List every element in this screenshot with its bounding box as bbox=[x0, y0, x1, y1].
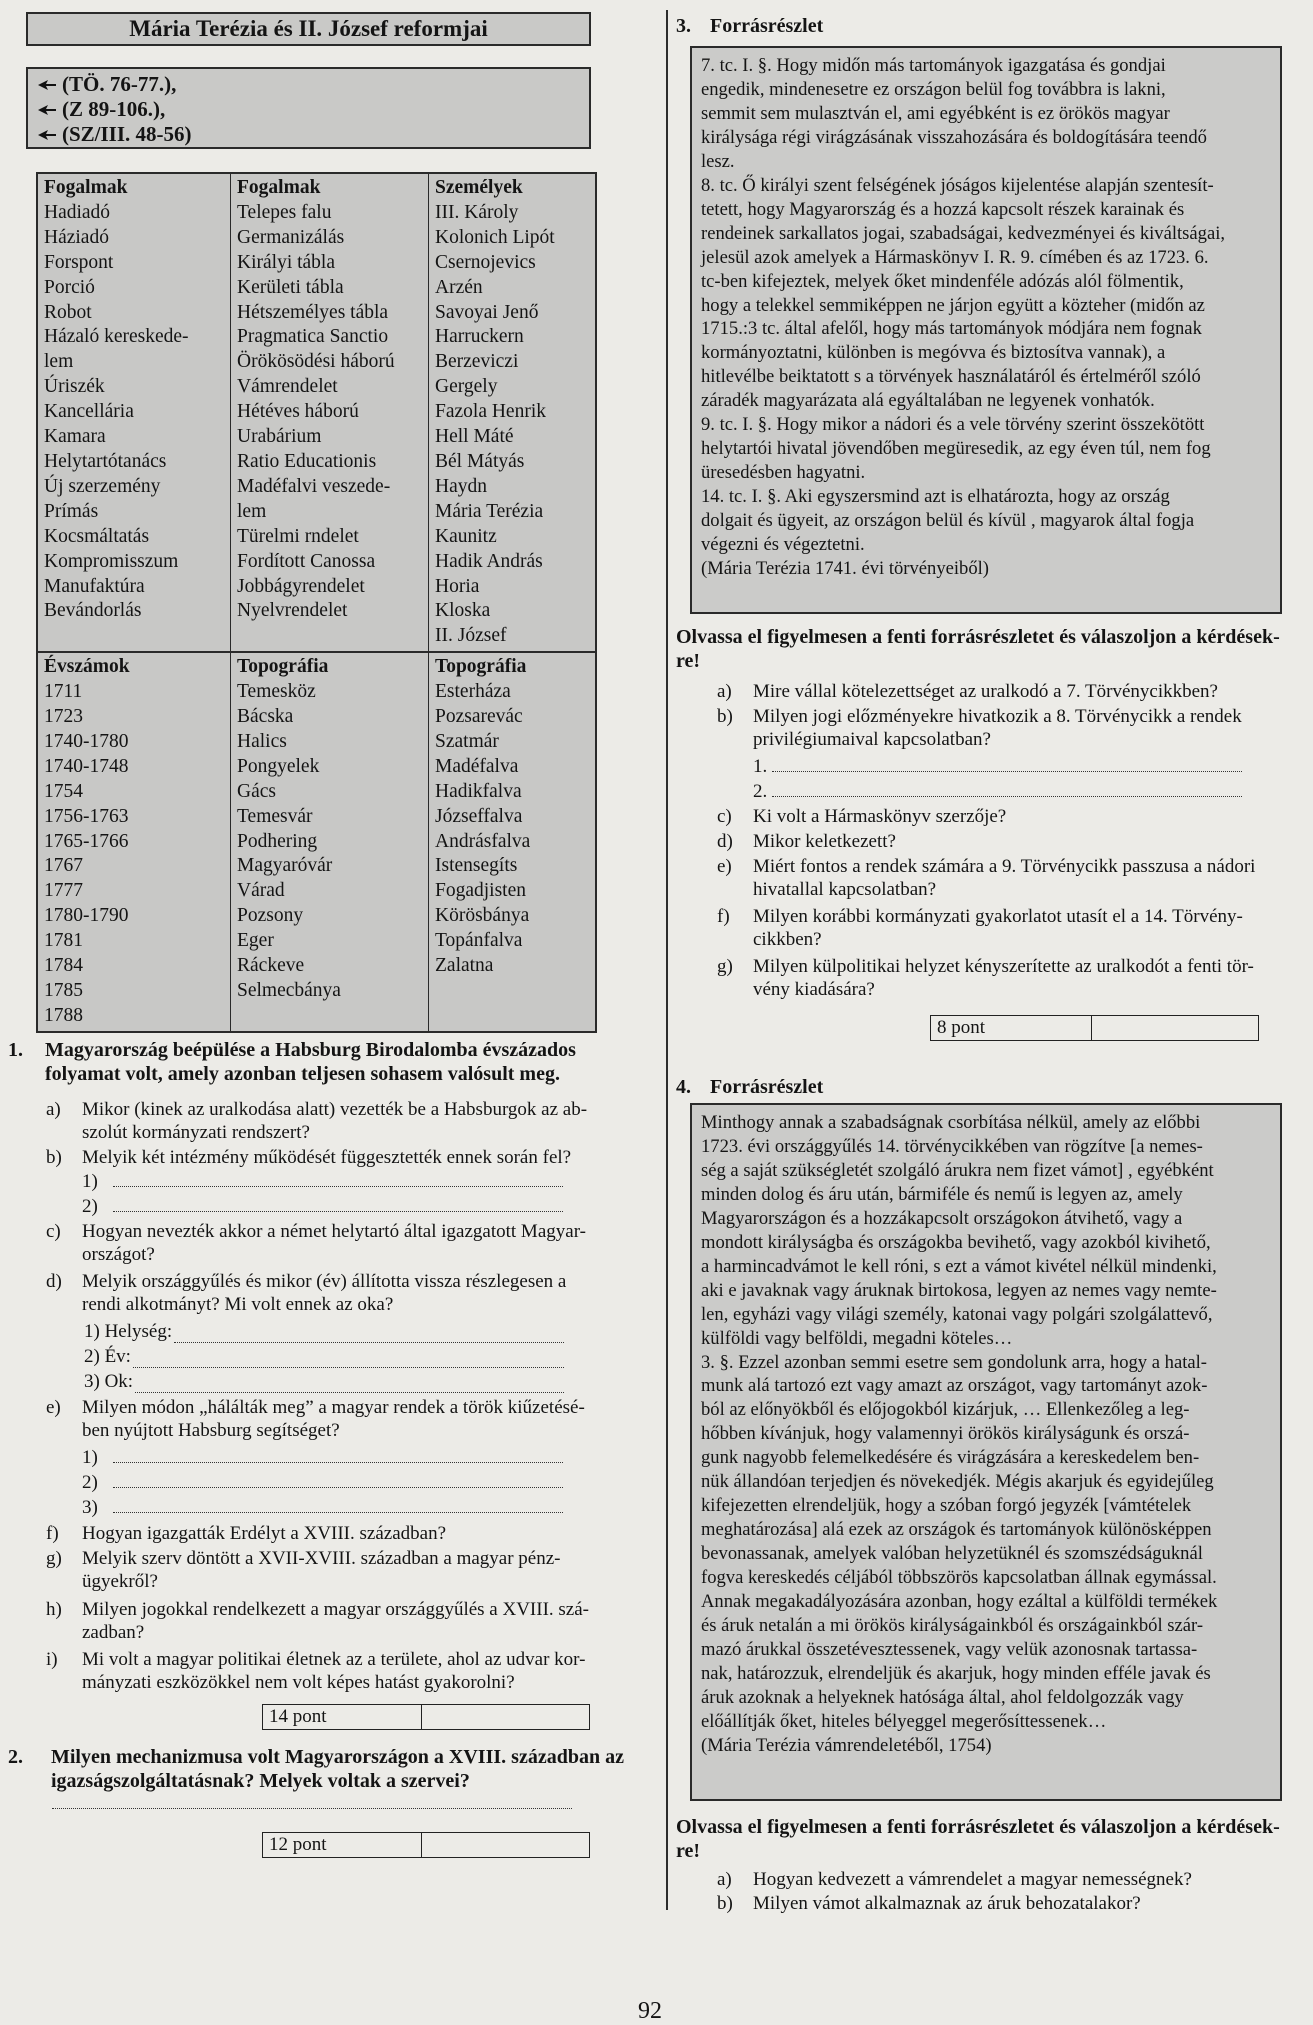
place-name: Eger bbox=[237, 930, 274, 952]
place-name: Gács bbox=[237, 780, 276, 802]
source-line: Minthogy annak a szabadságnak csorbítása nélkül, amely az előbbi bbox=[701, 1112, 1201, 1133]
source-line: fogva kereskedés céljából többszörös kapcsolatban állnak egymással. bbox=[701, 1567, 1217, 1589]
source-line: dolgait és ügyeit, az országon belül és kívül , magyarok által fogja bbox=[701, 510, 1195, 532]
source-line: helytartói hivatal jövendőben megüresedik, az egy éven túl, nem fog bbox=[701, 438, 1211, 460]
concept-term: Hétszemélyes tábla bbox=[237, 301, 389, 323]
answer-number: 1. bbox=[753, 756, 768, 777]
source-line: bevonassanak, amelyek valóban helyzetüknél és szomszédságuknál bbox=[701, 1543, 1203, 1565]
question-text: országot? bbox=[82, 1244, 155, 1265]
concept-term: Bevándorlás bbox=[44, 600, 142, 622]
source-line: (Mária Terézia 1741. évi törvényeiből) bbox=[701, 558, 989, 580]
answer-field[interactable] bbox=[113, 1186, 563, 1187]
source-line: ból az előnyökből és előjogokból kizárjuk, … Ellenkezőleg a leg- bbox=[701, 1399, 1190, 1421]
earned-points-field[interactable] bbox=[422, 1705, 589, 1729]
item-letter: a) bbox=[717, 681, 732, 702]
person-name: Horia bbox=[435, 575, 480, 597]
question-text: privilégiumaival kapcsolatban? bbox=[753, 729, 991, 750]
place-name: Pozsony bbox=[237, 905, 304, 927]
concepts-column-2 bbox=[231, 173, 429, 652]
answer-field[interactable] bbox=[772, 771, 1242, 772]
place-name: Halics bbox=[237, 730, 287, 752]
section-title: Forrásrészlet bbox=[710, 1076, 824, 1098]
answer-line[interactable] bbox=[82, 1170, 602, 1193]
topography-column-2 bbox=[429, 652, 597, 1032]
item-letter: f) bbox=[46, 1523, 59, 1544]
source-line: jelesül azok amelyek a Hármaskönyv I. R. 9. címében és az 1723. 6. bbox=[701, 246, 1209, 268]
answer-field[interactable] bbox=[113, 1512, 563, 1513]
question-text: Miért fontos a rendek számára a 9. Törvénycikk passzusa a nádori bbox=[753, 856, 1256, 877]
source-line: 9. tc. I. §. Hogy mikor a nádori és a vele törvény szerint összekötött bbox=[701, 414, 1205, 436]
question-number: 1. bbox=[8, 1039, 23, 1061]
instruction-line: Olvassa el figyelmesen a fenti forrásrészletet és válaszoljon a kérdések- bbox=[676, 1816, 1280, 1838]
person-name: Kloska bbox=[435, 600, 491, 622]
item-letter: c) bbox=[46, 1221, 61, 1242]
person-name: Arzén bbox=[435, 276, 483, 298]
question-number: 2. bbox=[8, 1746, 23, 1768]
answer-line[interactable] bbox=[84, 1345, 604, 1368]
concept-term: Kamara bbox=[44, 426, 106, 448]
question-text: Hogyan nevezték akkor a német helytartó által igazgatott Magyar- bbox=[82, 1221, 586, 1242]
answer-label: 3) Ok: bbox=[84, 1371, 134, 1392]
concept-term: Királyi tábla bbox=[237, 251, 336, 273]
item-letter: e) bbox=[717, 856, 732, 877]
concept-term: Porció bbox=[44, 276, 95, 298]
concept-term: Úriszék bbox=[44, 376, 105, 398]
question-title-line: Magyarország beépülése a Habsburg Birodalomba évszázados bbox=[45, 1039, 576, 1061]
concept-term: Háziadó bbox=[44, 226, 109, 248]
item-letter: a) bbox=[717, 1869, 732, 1890]
person-name: Bél Mátyás bbox=[435, 450, 525, 472]
question-2-title bbox=[8, 1745, 648, 1793]
item-letter: h) bbox=[46, 1599, 62, 1620]
source-line: 7. tc. I. §. Hogy midőn más tartományok igazgatása és gondjai bbox=[701, 55, 1166, 76]
concept-term: Madéfalvi veszede- bbox=[237, 475, 391, 497]
reference-item: (SZ/III. 48-56) bbox=[62, 122, 192, 146]
source-line: ség a saját szükségletét szolgáló árukra nem fizet vámot] , egyébként bbox=[701, 1159, 1214, 1181]
year-entry: 1765-1766 bbox=[44, 830, 129, 852]
question-text: Mikor keletkezett? bbox=[753, 831, 896, 852]
concept-term: Fordított Canossa bbox=[237, 550, 376, 572]
source-line: kormányoztatni, különben is megóvva és biztosítva vannak), a bbox=[701, 342, 1166, 364]
question-text: Mire vállal kötelezettséget az uralkodó a 7. Törvénycikkben? bbox=[753, 681, 1218, 702]
max-points: 12 pont bbox=[263, 1833, 422, 1857]
person-name: Haydn bbox=[435, 475, 487, 497]
concept-term: Forspont bbox=[44, 251, 114, 273]
question-1-title bbox=[8, 1038, 593, 1086]
source-line: hitlevélbe beiktatott s a törvények használatáról és értelméről szóló bbox=[701, 366, 1201, 388]
source-line: nak, határozzuk, elrendeljük és akarjuk, hogy minden efféle javak és bbox=[701, 1662, 1211, 1684]
year-entry: 1785 bbox=[44, 980, 83, 1001]
source-line: gunk nagyobb felemelkedésére és virágzására a kereskedelem ben- bbox=[701, 1447, 1200, 1469]
item-letter: i) bbox=[46, 1649, 58, 1670]
question-text: Melyik szerv döntött a XVII-XVIII. században a magyar pénz- bbox=[82, 1548, 561, 1569]
source-line: nük állandóan terjedjen és növekedjék. Mégis akarjuk és egyidejűleg bbox=[701, 1471, 1214, 1493]
question-text: Milyen külpolitikai helyzet kényszerítette az uralkodót a fenti tör- bbox=[753, 956, 1254, 977]
place-name: Istensegíts bbox=[435, 855, 518, 877]
place-name: Madéfalva bbox=[435, 755, 519, 777]
source-line: (Mária Terézia vámrendeletéből, 1754) bbox=[701, 1734, 992, 1756]
year-entry: 1740-1748 bbox=[44, 755, 129, 777]
question-text: Mi volt a magyar politikai életnek az a területe, ahol az udvar kor- bbox=[82, 1649, 586, 1670]
question-1c bbox=[46, 1220, 621, 1266]
person-name: Kolonich Lipót bbox=[435, 226, 555, 248]
question-4b bbox=[717, 1892, 1307, 1915]
item-letter: d) bbox=[46, 1271, 62, 1292]
page-number: 92 bbox=[638, 1998, 662, 2024]
question-text: zadban? bbox=[82, 1622, 145, 1643]
instruction bbox=[676, 625, 1306, 673]
column-header: Személyek bbox=[435, 177, 523, 198]
source-line: záradék magyarázata alá egyáltalában ne legyenek vonhatók. bbox=[701, 390, 1155, 412]
place-name: Ráckeve bbox=[237, 955, 305, 977]
persons-column bbox=[429, 173, 597, 652]
place-name: Körösbánya bbox=[435, 905, 530, 927]
reference-row bbox=[38, 97, 579, 122]
answer-label: 1) Helység: bbox=[84, 1321, 173, 1342]
year-entry: 1723 bbox=[44, 706, 83, 728]
concept-term: Hadiadó bbox=[44, 201, 111, 223]
person-name: Kaunitz bbox=[435, 525, 497, 547]
item-letter: a) bbox=[46, 1099, 61, 1120]
concept-term: Nyelvrendelet bbox=[237, 600, 348, 622]
source-line: minden dolog és áru után, bármiféle és nemű is legyen az, amely bbox=[701, 1183, 1183, 1205]
person-name: Mária Terézia bbox=[435, 500, 544, 522]
question-4-title bbox=[676, 1075, 876, 1099]
source-line: lesz. bbox=[701, 150, 735, 172]
concept-term: Vámrendelet bbox=[237, 376, 338, 398]
question-text: Milyen módon „hálálták meg” a magyar rendek a török kiűzetésé- bbox=[82, 1397, 585, 1418]
place-name: Pozsarevác bbox=[435, 706, 523, 728]
question-text: Milyen jogi előzményekre hivatkozik a 8. Törvénycikk a rendek bbox=[753, 706, 1242, 727]
question-title-line: Milyen mechanizmusa volt Magyarországon a XVIII. században az bbox=[51, 1746, 624, 1768]
person-name: II. József bbox=[435, 625, 507, 647]
place-name: Fogadjisten bbox=[435, 880, 526, 902]
place-name: Magyaróvár bbox=[237, 855, 333, 877]
reference-row bbox=[38, 122, 579, 147]
column-header: Évszámok bbox=[44, 656, 130, 678]
pointer-arrow-icon bbox=[38, 80, 56, 90]
year-entry: 1740-1780 bbox=[44, 730, 129, 752]
question-3b bbox=[717, 705, 1307, 751]
question-text: vény kiadására? bbox=[753, 979, 875, 1000]
year-entry: 1788 bbox=[44, 1004, 83, 1026]
question-3d bbox=[717, 830, 1307, 853]
answer-line[interactable] bbox=[84, 1320, 604, 1343]
source-line: 14. tc. I. §. Aki egyszersmind azt is elhatározta, hogy az ország bbox=[701, 486, 1170, 508]
instruction-line: re! bbox=[676, 650, 701, 672]
source-line: 3. §. Ezzel azonban semmi esetre sem gondolunk arra, hogy a hatal- bbox=[701, 1351, 1207, 1373]
instruction-line: re! bbox=[676, 1840, 701, 1862]
instruction-line: Olvassa el figyelmesen a fenti forrásrészletet és válaszoljon a kérdések- bbox=[676, 626, 1280, 648]
max-points: 14 pont bbox=[263, 1705, 422, 1729]
place-name: Pongyelek bbox=[237, 755, 320, 777]
source-line: tetett, hogy Magyarország és a hozzá kapcsolt részek karainak és bbox=[701, 198, 1185, 220]
item-letter: e) bbox=[46, 1397, 61, 1418]
year-entry: 1777 bbox=[44, 880, 83, 902]
concept-term: Új szerzemény bbox=[44, 475, 161, 497]
person-name: Fazola Henrik bbox=[435, 401, 547, 423]
question-text: ben nyújtott Habsburg segítséget? bbox=[82, 1420, 340, 1441]
item-letter: g) bbox=[717, 956, 733, 977]
source-line: 1715.:3 tc. által afelől, hogy más tartományok módjára nem fognak bbox=[701, 318, 1202, 340]
question-1i bbox=[46, 1648, 621, 1694]
question-3-title bbox=[676, 14, 876, 38]
answer-number: 2) bbox=[82, 1472, 98, 1493]
source-line: a harmincadvámot le kell róni, s ezt a vámot kivétel nélkül mindenki, bbox=[701, 1255, 1217, 1277]
source-line: meghatározása] alá ezek az országok és tartományok különösképpen bbox=[701, 1519, 1212, 1541]
concept-term: Türelmi rndelet bbox=[237, 525, 359, 547]
score-box bbox=[262, 1832, 590, 1858]
question-1g bbox=[46, 1547, 621, 1593]
column-header: Topográfia bbox=[435, 656, 527, 678]
year-entry: 1784 bbox=[44, 955, 83, 977]
concept-term: Germanizálás bbox=[237, 226, 345, 248]
question-3f bbox=[717, 905, 1307, 951]
question-text: Mikor (kinek az uralkodása alatt) vezették be a Habsburgok az ab- bbox=[82, 1099, 588, 1120]
source-line: kifejezetten elrendeljük, hogy a szóban forgó jegyzék [vámtételek bbox=[701, 1495, 1192, 1517]
concept-term: Helytartótanács bbox=[44, 450, 167, 472]
question-text: Hogyan igazgatták Erdélyt a XVIII. században? bbox=[82, 1523, 446, 1544]
place-name: Esterháza bbox=[435, 681, 511, 703]
source-line: mazó árukkal összetévesztessenek, vagy velük azonosnak tartassa- bbox=[701, 1638, 1198, 1660]
max-points: 8 pont bbox=[931, 1016, 1092, 1040]
year-entry: 1754 bbox=[44, 780, 83, 802]
earned-points-field[interactable] bbox=[422, 1833, 589, 1857]
year-entry: 1756-1763 bbox=[44, 805, 129, 827]
item-letter: g) bbox=[46, 1548, 62, 1569]
answer-number: 1) bbox=[82, 1447, 98, 1468]
concepts-column-1 bbox=[37, 173, 231, 652]
answer-field[interactable] bbox=[772, 796, 1242, 797]
answer-number: 2) bbox=[82, 1196, 98, 1217]
answer-line[interactable] bbox=[82, 1195, 602, 1218]
years-column bbox=[37, 652, 231, 1032]
answer-field[interactable] bbox=[52, 1808, 572, 1809]
source-line: végezni és végeztetni. bbox=[701, 534, 865, 556]
answer-field[interactable] bbox=[113, 1487, 563, 1488]
page-title: Mária Terézia és II. József reformjai bbox=[26, 12, 591, 46]
concept-term: Robot bbox=[44, 301, 92, 323]
person-name: Hell Máté bbox=[435, 426, 514, 448]
question-4a bbox=[717, 1868, 1307, 1891]
concept-term: Hétéves háború bbox=[237, 401, 359, 423]
question-text: Hogyan kedvezett a vámrendelet a magyar nemességnek? bbox=[753, 1869, 1192, 1890]
place-name: Várad bbox=[237, 880, 285, 902]
item-letter: f) bbox=[717, 906, 730, 927]
reference-row bbox=[38, 72, 579, 97]
source-line: Magyarországon és a hozzákapcsolt országokon átvihető, vagy a bbox=[701, 1207, 1183, 1229]
reference-item: (Z 89-106.), bbox=[62, 97, 166, 121]
item-letter: d) bbox=[717, 831, 733, 852]
answer-number: 3) bbox=[82, 1497, 98, 1518]
question-text: Ki volt a Hármaskönyv szerzője? bbox=[753, 806, 1007, 827]
concept-term: lem bbox=[44, 351, 74, 373]
reference-box bbox=[26, 67, 591, 149]
concept-term: Kompromisszum bbox=[44, 550, 179, 572]
topography-column-1 bbox=[231, 652, 429, 1032]
answer-field[interactable] bbox=[113, 1211, 563, 1212]
question-1b bbox=[46, 1146, 621, 1169]
place-answer-field[interactable] bbox=[174, 1320, 564, 1343]
answer-line[interactable] bbox=[82, 1471, 602, 1494]
source-line: semmit sem mulasztván el, ami egyébként is ez örökös magyar bbox=[701, 102, 1170, 124]
question-text: mányzati eszközökkel nem volt képes hatást gyakorolni? bbox=[82, 1672, 515, 1693]
source-line: királysága régi virágzásának visszahozására és boldogítására teendő bbox=[701, 126, 1207, 148]
person-name: Savoyai Jenő bbox=[435, 301, 539, 323]
column-divider bbox=[666, 10, 668, 1910]
source-line: hogy a telekkel semmiképpen ne járjon együtt a közteher (midőn az bbox=[701, 294, 1205, 316]
concept-term: Kerületi tábla bbox=[237, 276, 344, 298]
section-title: Forrásrészlet bbox=[710, 15, 824, 37]
item-letter: b) bbox=[717, 1893, 733, 1914]
source-line: rendeinek sarkallatos jogai, szabadságai, kedvezményei és kiváltságai, bbox=[701, 222, 1226, 244]
question-title-line: folyamat volt, amely azonban teljesen sohasem valósult meg. bbox=[45, 1063, 560, 1085]
column-header: Fogalmak bbox=[237, 177, 321, 198]
concept-term: Örökösödési háború bbox=[237, 351, 395, 373]
source-line: előállítják őket, hiteles bélyeggel megerősíttessenek… bbox=[701, 1710, 1107, 1732]
question-text: Milyen jogokkal rendelkezett a magyar országgyűlés a XVIII. szá- bbox=[82, 1599, 589, 1620]
question-text: rendi alkotmányt? Mi volt ennek az oka? bbox=[82, 1294, 394, 1315]
year-entry: 1780-1790 bbox=[44, 905, 129, 927]
question-number: 4. bbox=[676, 1076, 691, 1098]
source-line: Annak megakadályozására azonban, hogy ezáltal a külföldi termékek bbox=[701, 1591, 1218, 1613]
source-line: len, egyházi vagy világi személy, katonai vagy polgári szolgálattevő, bbox=[701, 1303, 1213, 1325]
score-box bbox=[930, 1015, 1259, 1041]
question-1f bbox=[46, 1522, 621, 1545]
question-1h bbox=[46, 1598, 621, 1644]
source-line: mondott királyságba és országokba bevihető, vagy azokból kivihető, bbox=[701, 1231, 1211, 1253]
source-line: engedik, mindenesetre ez országon belül fog továbbra is lakni, bbox=[701, 78, 1166, 100]
place-name: Selmecbánya bbox=[237, 980, 341, 1001]
place-name: Temesköz bbox=[237, 681, 316, 703]
answer-line[interactable] bbox=[753, 780, 1253, 803]
instruction bbox=[676, 1815, 1306, 1863]
concept-term: Prímás bbox=[44, 500, 99, 522]
question-text: Melyik országgyűlés és mikor (év) állította vissza részlegesen a bbox=[82, 1271, 567, 1292]
pointer-arrow-icon bbox=[38, 130, 56, 140]
source-line: tc-ben kifejeztek, melyek őket mindenféle adózás alól fölmentik, bbox=[701, 270, 1184, 292]
source-line: 8. tc. Ő királyi szent felségének jóságos kijelentése alapján szentesít- bbox=[701, 174, 1214, 196]
source-line: áruk azoknak a helyeknek hatósága által, ahol feldolgozzák vagy bbox=[701, 1686, 1184, 1708]
place-name: Andrásfalva bbox=[435, 830, 531, 852]
person-name: Berzeviczi bbox=[435, 351, 519, 373]
score-box bbox=[262, 1704, 590, 1730]
place-name: Temesvár bbox=[237, 805, 313, 827]
person-name: III. Károly bbox=[435, 201, 519, 223]
question-3e bbox=[717, 855, 1307, 901]
question-1a bbox=[46, 1098, 621, 1144]
year-answer-field[interactable] bbox=[133, 1345, 564, 1368]
place-name: Podhering bbox=[237, 830, 318, 852]
concept-term: lem bbox=[237, 500, 267, 522]
column-header: Topográfia bbox=[237, 656, 329, 678]
place-name: Szatmár bbox=[435, 730, 499, 752]
table-section-top bbox=[37, 173, 596, 652]
concept-term: Jobbágyrendelet bbox=[237, 575, 365, 597]
person-name: Harruckern bbox=[435, 326, 524, 348]
concept-term: Urabárium bbox=[237, 426, 322, 448]
answer-line[interactable] bbox=[84, 1370, 604, 1393]
question-1e bbox=[46, 1396, 621, 1442]
concept-term: Ratio Educationis bbox=[237, 450, 377, 472]
question-3g bbox=[717, 955, 1307, 1001]
year-entry: 1711 bbox=[44, 681, 83, 703]
item-letter: b) bbox=[717, 706, 733, 727]
source-line: üresedésben hagyatni. bbox=[701, 462, 866, 484]
answer-label: 2) Év: bbox=[84, 1346, 131, 1367]
concept-term: Kocsmáltatás bbox=[44, 525, 150, 547]
place-name: Bácska bbox=[237, 706, 294, 728]
source-excerpt-box bbox=[690, 46, 1282, 614]
place-name: Józseffalva bbox=[435, 805, 523, 827]
reference-item: (TÖ. 76-77.), bbox=[62, 72, 177, 96]
answer-number: 1) bbox=[82, 1171, 98, 1192]
item-letter: c) bbox=[717, 806, 732, 827]
question-text: hivatallal kapcsolatban? bbox=[753, 879, 937, 900]
source-line: munk alá tartozó ezt vagy amazt az országot, vagy tartományt azok- bbox=[701, 1375, 1208, 1397]
person-name: Csernojevics bbox=[435, 251, 536, 273]
table-section-bottom bbox=[37, 652, 596, 1032]
question-text: Milyen korábbi kormányzati gyakorlatot utasít el a 14. Törvény- bbox=[753, 906, 1243, 927]
question-text: szolút kormányzati rendszert? bbox=[82, 1122, 310, 1143]
question-text: Melyik két intézmény működését függesztették ennek során fel? bbox=[82, 1147, 572, 1168]
concept-term: Manufaktúra bbox=[44, 575, 145, 597]
question-text: cikkben? bbox=[753, 929, 822, 950]
year-entry: 1781 bbox=[44, 930, 83, 952]
item-letter: b) bbox=[46, 1147, 62, 1168]
source-excerpt-box bbox=[690, 1103, 1282, 1801]
earned-points-field[interactable] bbox=[1092, 1016, 1258, 1040]
reason-answer-field[interactable] bbox=[135, 1370, 564, 1393]
source-line: és áruk netalán a mi örökös királyságainkból és országainkból szár- bbox=[701, 1615, 1204, 1637]
question-1d bbox=[46, 1270, 621, 1316]
source-line: 1723. évi országgyűlés 14. törvénycikkében van rögzítve [a nemes- bbox=[701, 1135, 1203, 1157]
source-line: külföldi vagy belföldi, megadni köteles… bbox=[701, 1327, 1013, 1349]
question-text: Milyen vámot alkalmaznak az áruk behozatalakor? bbox=[753, 1893, 1141, 1914]
answer-line[interactable] bbox=[82, 1446, 602, 1469]
place-name: Zalatna bbox=[435, 955, 494, 977]
answer-line[interactable] bbox=[82, 1496, 602, 1519]
question-3c bbox=[717, 805, 1307, 828]
answer-line[interactable] bbox=[753, 755, 1253, 778]
concept-term: Házaló kereskede- bbox=[44, 326, 189, 348]
source-line: hőbben kívánjuk, hogy valamennyi örökös királyságunk és orszá- bbox=[701, 1423, 1190, 1445]
person-name: Hadik András bbox=[435, 550, 543, 572]
answer-number: 2. bbox=[753, 781, 768, 802]
concept-term: Pragmatica Sanctio bbox=[237, 326, 389, 348]
question-3a bbox=[717, 680, 1307, 703]
place-name: Hadikfalva bbox=[435, 780, 522, 802]
year-entry: 1767 bbox=[44, 855, 83, 877]
question-text: ügyekről? bbox=[82, 1571, 158, 1592]
answer-field[interactable] bbox=[113, 1462, 563, 1463]
concepts-table bbox=[36, 172, 597, 1033]
concept-term: Kancellária bbox=[44, 401, 134, 423]
person-name: Gergely bbox=[435, 376, 498, 398]
concept-term: Telepes falu bbox=[237, 201, 332, 223]
pointer-arrow-icon bbox=[38, 105, 56, 115]
question-title-line: igazságszolgáltatásnak? Melyek voltak a szervei? bbox=[51, 1770, 470, 1792]
source-line: aki e javaknak vagy áruknak birtokosa, legyen az nemes vagy nemte- bbox=[701, 1279, 1217, 1301]
place-name: Topánfalva bbox=[435, 930, 523, 952]
question-number: 3. bbox=[676, 15, 691, 37]
column-header: Fogalmak bbox=[44, 177, 128, 198]
